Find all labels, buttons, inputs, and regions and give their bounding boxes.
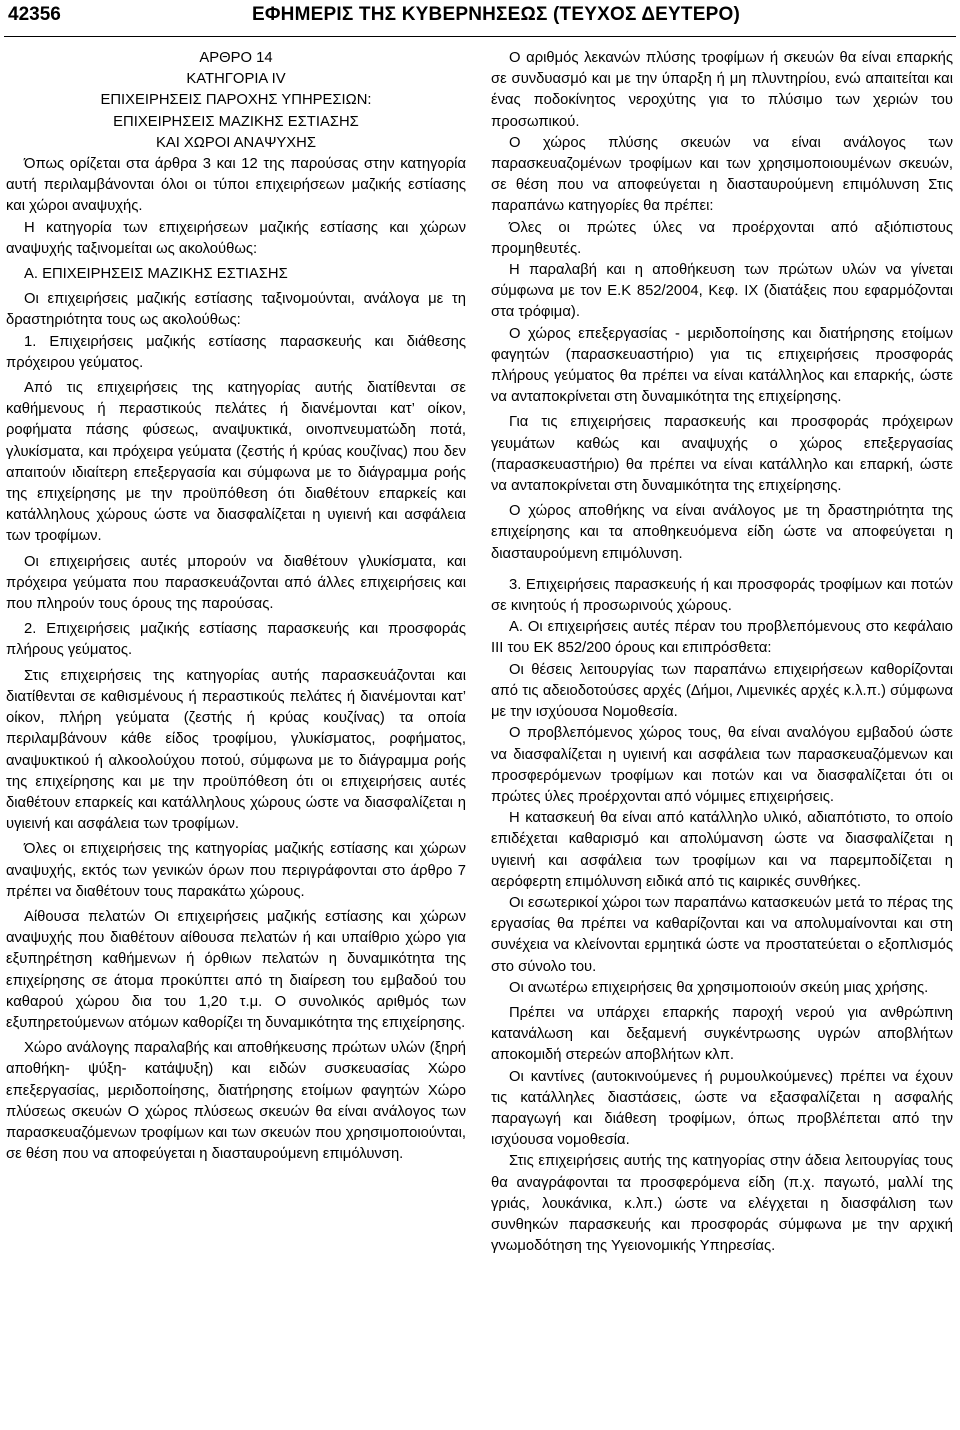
paragraph: Ο αριθμός λεκανών πλύσης τροφίμων ή σκευών θα είναι επαρκής σε συνδυασμό και με την ύπαρξη ή μη πλυντηρίου, ενώ απαιτείται και ένας ποδοκίνητος νεροχύτης για το πλύσιμο των χεριών του προσωπικού.	[491, 50, 953, 130]
paragraph: Όπως ορίζεται στα άρθρα 3 και 12 της παρούσας στην κατηγορία αυτή περιλαμβάνονται όλοι οι τύποι επιχειρήσεων μαζικής εστίασης και χώροι αναψυχής.	[6, 156, 466, 215]
page-header	[4, 0, 956, 37]
right-column	[491, 48, 953, 1257]
paragraph: Στις επιχειρήσεις της κατηγορίας αυτής παρασκευάζονται και διατίθενται σε καθισμένους ή περαστικούς πελάτες ή διανέμονται κατ’ οίκον, πλήρη γεύματα (ζεστής ή κρύας κουζίνας) τα οποία περιλαμβάνουν κάθε είδος τροφίμου, γλυκίσματος, ροφήματος, αναψυκτικού ή αλκοολούχου ποτού, σύμφωνα με το διάγραμμα ροής της επιχείρησης και με την προϋπόθεση ότι οι επιχειρήσεις αυτές διαθέτουν επαρκείς και κατάλληλους χώρους ώστε να διασφαλίζεται η υγιεινή και ασφάλεια των τροφίμων.	[6, 667, 466, 833]
paragraph: Η κατασκευή θα είναι από κατάλληλο υλικό, αδιαπότιστο, το οποίο επιδέχεται καθαρισμό και απολύμανση ώστε να διασφαλίζεται η υγιεινή και ασφάλεια των τροφίμων και να παρεμποδίζεται η αερόφερτη επιμόλυνση ειδικά από τις καιρικές συνθήκες.	[491, 810, 953, 890]
paragraph: Ο χώρος αποθήκης να είναι ανάλογος με τη δραστηριότητα της επιχείρησης και τα αποθηκευόμενα είδη ώστε να αποφεύγεται η διασταυρούμενη επιμόλυνση.	[491, 503, 953, 562]
left-column	[6, 48, 466, 1165]
article-category: ΚΑΤΗΓΟΡΙΑ IV	[186, 71, 286, 88]
article-heading	[6, 48, 466, 154]
article-title-line: ΚΑΙ ΧΩΡΟΙ ΑΝΑΨΥΧΗΣ	[155, 134, 317, 151]
subsection-heading: 2. Επιχειρήσεις μαζικής εστίασης παρασκευής και προσφοράς πλήρους γεύματος.	[6, 621, 466, 659]
page-number: 42356	[8, 4, 61, 25]
paragraph: Οι επιχειρήσεις αυτές μπορούν να διαθέτουν γλυκίσματα, και πρόχειρα γεύματα που παρασκευάζονται από άλλες επιχειρήσεις και που πληρούν τους όρους της παρούσας.	[6, 553, 466, 613]
paragraph: Για τις επιχειρήσεις παρασκευής και προσφοράς πρόχειρων γευμάτων καθώς και αναψυχής ο χώρος επεξεργασίας (παρασκευαστήριο) θα πρέπει να είναι κατάλληλο και επαρκή, ώστε να ανταποκρίνεται στη δυναμικότητα της επιχείρησης.	[491, 414, 953, 495]
paragraph: Χώρο ανάλογης παραλαβής και αποθήκευσης πρώτων υλών (ξηρή αποθήκη- ψύξη- κατάψυξη) και ειδών συσκευασίας Χώρο επεξεργασίας, μεριδοποίησης, διατήρησης ετοίμων φαγητών Χώρο πλύσεως σκευών Ο χώρος πλύσεως σκευών θα είναι ανάλογος των παρασκευαζόμενων τροφίμων και των σκευών που χρησιμοποιούνται, σε θέση που να αποφεύγεται η διασταυρούμενη επιμόλυνση.	[6, 1040, 466, 1163]
paragraph: Αίθουσα πελατών Οι επιχειρήσεις μαζικής εστίασης και χώρων αναψυχής που διαθέτουν αίθουσα πελατών ή και υπαίθριο χώρο για εξυπηρέτηση καθήμενων ή όρθιων πελατών η δυναμικότητα της επιχείρησης σε άτομα προκύπτει από τη διαίρεση του εμβαδού του καθαρού χώρου δια του 1,20 τ.μ. Ο συνολικός αριθμός των εξυπηρετούμενων ατόμων καθορίζει τη δυναμικότητα της επιχείρησης.	[6, 908, 466, 1031]
paragraph: Ο προβλεπόμενος χώρος τους, θα είναι αναλόγου εμβαδού ώστε να διασφαλίζεται η υγιεινή και ασφάλεια των παρασκευαζόμενων και προσφερόμενων τροφίμων και ποτών και να διασφαλίζεται ότι οι πρώτες ύλες προέρχονται από νόμιμες επιχειρήσεις.	[491, 725, 953, 805]
article-title-line: ΕΠΙΧΕΙΡΗΣΕΙΣ ΠΑΡΟΧΗΣ ΥΠΗΡΕΣΙΩΝ:	[100, 92, 372, 109]
paragraph: Οι ανωτέρω επιχειρήσεις θα χρησιμοποιούν σκεύη μιας χρήσης.	[509, 979, 929, 996]
paragraph: Όλες οι επιχειρήσεις της κατηγορίας μαζικής εστίασης και χώρων αναψυχής, εκτός των γενικών όρων που περιγράφονται στο άρθρο 7 πρέπει να διαθέτουν τους παρακάτω χώρους.	[6, 841, 466, 900]
article-number: ΑΡΘΡΟ 14	[199, 50, 273, 66]
gazette-title: ΕΦΗΜΕΡΙΣ ΤΗΣ ΚΥΒΕΡΝΗΣΕΩΣ (ΤΕΥΧΟΣ ΔΕΥΤΕΡΟ)	[252, 4, 740, 25]
subsection-heading: 3. Επιχειρήσεις παρασκευής ή και προσφοράς τροφίμων και ποτών σε κινητούς ή προσωρινούς χώρους.	[491, 576, 953, 615]
paragraph: Οι εσωτερικοί χώροι των παραπάνω κατασκευών μετά το πέρας της εργασίας θα πρέπει να καθαρίζονται και να απολυμαίνονται και στη συνέχεια να κλείνονται ερμητικά ώστε να προστατεύεται ο εξοπλισμός στο σύνολο του.	[491, 894, 953, 975]
paragraph: Στις επιχειρήσεις αυτής της κατηγορίας στην άδεια λειτουργίας τους θα αναγράφονται τα προσφερόμενα είδη (π.χ. παγωτό, μαλλί της γριάς, λουκάνικα, κ.λπ.) ώστε να ελέγχεται η διασφάλιση των συνθηκών παρασκευής και προσφοράς σύμφωνα με την αρχική γνωμοδότηση της Υγειονομικής Υπηρεσίας.	[491, 1153, 953, 1255]
paragraph: Α. Οι επιχειρήσεις αυτές πέραν του προβλεπόμενους στο κεφάλαιο III του ΕΚ 852/200 όρους και επιπρόσθετα:	[491, 619, 953, 657]
subsection-heading: 1. Επιχειρήσεις μαζικής εστίασης παρασκευής και διάθεσης πρόχειρου γεύματος.	[6, 333, 466, 371]
paragraph: Η κατηγορία των επιχειρήσεων μαζικής εστίασης και χώρων αναψυχής ταξινομείται ως ακολούθως:	[6, 219, 466, 257]
paragraph: Ο χώρος επεξεργασίας - μεριδοποίησης και διατήρησης ετοίμων φαγητών (παρασκευαστήριο) για τις επιχειρήσεις προσφοράς πλήρους γεύματος θα πρέπει να είναι κατάλληλος και επαρκής, ώστε να ανταποκρίνεται στη δυναμικότητα της επιχείρησης.	[491, 325, 953, 406]
section-heading: Α. ΕΠΙΧΕΙΡΗΣΕΙΣ ΜΑΖΙΚΗΣ ΕΣΤΙΑΣΗΣ	[24, 266, 288, 283]
paragraph: Οι καντίνες (αυτοκινούμενες ή ρυμουλκούμενες) πρέπει να έχουν τις κατάλληλες διαστάσεις, ώστε να εξασφαλίζεται η ασφαλής παραγωγή και διάθεση τροφίμων, όπως προβλέπεται από την ισχύουσα νομοθεσία.	[491, 1068, 953, 1149]
paragraph: Οι επιχειρήσεις μαζικής εστίασης ταξινομούνται, ανάλογα με τη δραστηριότητα τους ως ακολούθως:	[6, 291, 466, 329]
paragraph: Όλες οι πρώτες ύλες να προέρχονται από αξιόπιστους προμηθευτές.	[491, 219, 953, 257]
paragraph: Από τις επιχειρήσεις της κατηγορίας αυτής διατίθενται σε καθήμενους ή περαστικούς πελάτες ή διανέμονται κατ’ οίκον, ροφήματα πάσης φύσεως, αναψυκτικά, οινοπνευματώδη ποτά, γλυκίσματα, και πρόχειρα γεύματα (ζεστής ή κρύας κουζίνας) που δεν απαιτούν ιδιαίτερη επεξεργασία και σύμφωνα με το διάγραμμα ροής της επιχείρησης με την προϋπόθεση ότι διαθέτουν επαρκείς και κατάλληλους χώρους ώστε να διασφαλίζεται η υγιεινή και ασφάλεια των τροφίμων.	[6, 380, 466, 545]
article-title-line: ΕΠΙΧΕΙΡΗΣΕΙΣ ΜΑΖΙΚΗΣ ΕΣΤΙΑΣΗΣ	[113, 113, 359, 130]
paragraph: Πρέπει να υπάρχει επαρκής παροχή νερού για ανθρώπινη κατανάλωση και δεξαμενή συγκέντρωσης υγρών αποβλήτων αποκομιδή στερεών αποβλήτων κλπ.	[491, 1004, 953, 1064]
paragraph: Η παραλαβή και η αποθήκευση των πρώτων υλών να γίνεται σύμφωνα με τον Ε.Κ 852/2004, Κεφ. ΙΧ (διατάξεις που εφαρμόζονται στα τρόφιμα).	[491, 262, 953, 321]
paragraph: Ο χώρος πλύσης σκευών να είναι ανάλογος των παρασκευαζομένων τροφίμων και των χρησιμοποιουμένων σκευών, σε θέση που να αποφεύγεται η διασταυρούμενη επιμόλυνση Στις παραπάνω κατηγορίες θα πρέπει:	[491, 134, 953, 215]
paragraph: Οι θέσεις λειτουργίας των παραπάνω επιχειρήσεων καθορίζονται από τις αδειοδοτούσες αρχές (Δήμοι, Λιμενικές αρχές κ.λ.π.) σύμφωνα με την ισχύουσα Νομοθεσία.	[491, 661, 953, 721]
